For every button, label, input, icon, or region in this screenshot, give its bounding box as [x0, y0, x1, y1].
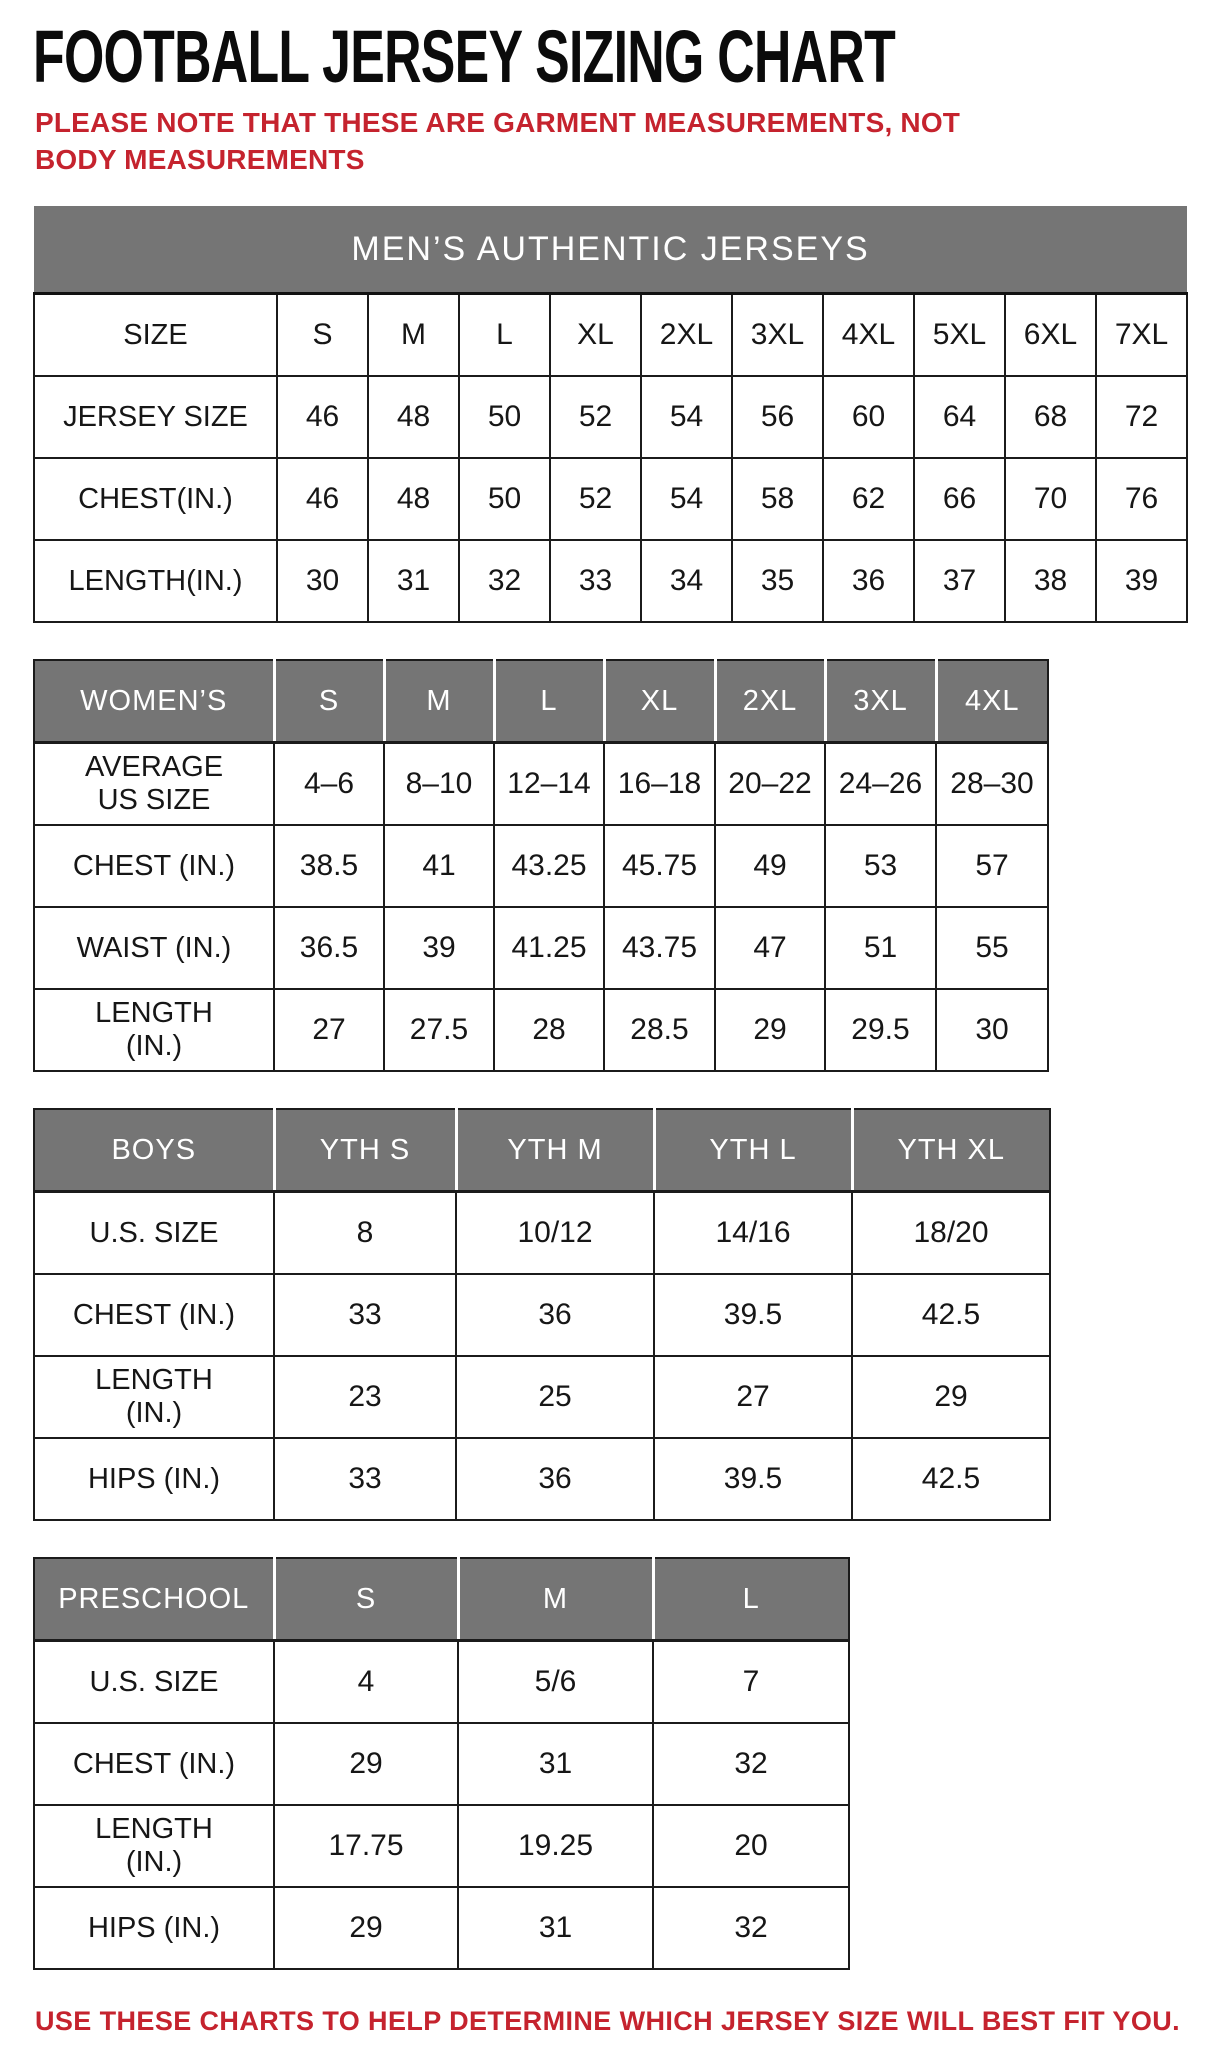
womens-value: 4–6 — [274, 743, 384, 826]
mens-value: 52 — [550, 376, 641, 458]
table-row — [34, 376, 1187, 458]
mens-value: 58 — [732, 458, 823, 540]
garment-measurement-note: PLEASE NOTE THAT THESE ARE GARMENT MEASUREMENTS, NOT BODY MEASUREMENTS — [35, 107, 961, 176]
tables-container — [33, 206, 1187, 1970]
mens-value: 48 — [368, 376, 459, 458]
boys-value: 29 — [852, 1356, 1050, 1438]
boys-value: 42.5 — [852, 1438, 1050, 1520]
table-row — [34, 1723, 849, 1805]
mens-value: 60 — [823, 376, 914, 458]
womens-value: 39 — [384, 907, 494, 989]
womens-value: 49 — [715, 825, 825, 907]
mens-col-header: M — [368, 294, 459, 377]
boys-value: 14/16 — [654, 1192, 852, 1275]
womens-value: 43.25 — [494, 825, 604, 907]
boys-value: 36 — [456, 1274, 654, 1356]
boys-row-label: CHEST (IN.) — [34, 1274, 274, 1356]
table-row — [34, 458, 1187, 540]
womens-value: 30 — [936, 989, 1048, 1071]
mens-value: 34 — [641, 540, 732, 622]
table-row — [34, 1274, 1050, 1356]
mens-table — [33, 206, 1188, 623]
mens-value: 37 — [914, 540, 1005, 622]
table-row — [34, 907, 1048, 989]
mens-value: 66 — [914, 458, 1005, 540]
womens-col-header: S — [274, 660, 384, 743]
womens-col-header: 3XL — [825, 660, 936, 743]
table-row — [34, 743, 1048, 826]
mens-value: 30 — [277, 540, 368, 622]
header-row — [34, 1109, 1050, 1192]
boys-value: 23 — [274, 1356, 456, 1438]
mens-col-header: 7XL — [1096, 294, 1187, 377]
womens-value: 29 — [715, 989, 825, 1071]
womens-value: 29.5 — [825, 989, 936, 1071]
womens-value: 53 — [825, 825, 936, 907]
header-row — [34, 660, 1048, 743]
mens-col-header: L — [459, 294, 550, 377]
mens-value: 33 — [550, 540, 641, 622]
womens-table — [33, 659, 1049, 1072]
womens-row-label: LENGTH (IN.) — [34, 989, 274, 1071]
womens-value: 28.5 — [604, 989, 715, 1071]
womens-value: 41.25 — [494, 907, 604, 989]
mens-row-label: JERSEY SIZE — [34, 376, 277, 458]
boys-value: 36 — [456, 1438, 654, 1520]
mens-value: 50 — [459, 376, 550, 458]
womens-value: 28–30 — [936, 743, 1048, 826]
womens-value: 27 — [274, 989, 384, 1071]
banner-row — [34, 206, 1187, 294]
preschool-value: 7 — [653, 1641, 849, 1724]
mens-value: 72 — [1096, 376, 1187, 458]
mens-value: 50 — [459, 458, 550, 540]
womens-value: 45.75 — [604, 825, 715, 907]
womens-col-header: L — [494, 660, 604, 743]
mens-value: 46 — [277, 376, 368, 458]
womens-value: 57 — [936, 825, 1048, 907]
preschool-col-header: PRESCHOOL — [34, 1558, 274, 1641]
womens-value: 38.5 — [274, 825, 384, 907]
womens-value: 20–22 — [715, 743, 825, 826]
table-row — [34, 1641, 849, 1724]
preschool-row-label: CHEST (IN.) — [34, 1723, 274, 1805]
mens-value: 31 — [368, 540, 459, 622]
womens-row-label: CHEST (IN.) — [34, 825, 274, 907]
page-title: FOOTBALL JERSEY SIZING CHART — [33, 15, 896, 98]
preschool-value: 32 — [653, 1887, 849, 1969]
boys-row-label: HIPS (IN.) — [34, 1438, 274, 1520]
boys-value: 39.5 — [654, 1438, 852, 1520]
table-row — [34, 1438, 1050, 1520]
mens-col-header: 4XL — [823, 294, 914, 377]
preschool-row-label: LENGTH (IN.) — [34, 1805, 274, 1887]
boys-value: 39.5 — [654, 1274, 852, 1356]
mens-value: 39 — [1096, 540, 1187, 622]
boys-col-header: YTH S — [274, 1109, 456, 1192]
preschool-value: 29 — [274, 1887, 458, 1969]
womens-row-label: WAIST (IN.) — [34, 907, 274, 989]
mens-banner: MEN’S AUTHENTIC JERSEYS — [34, 206, 1187, 294]
boys-col-header: YTH XL — [852, 1109, 1050, 1192]
womens-value: 43.75 — [604, 907, 715, 989]
womens-col-header: 2XL — [715, 660, 825, 743]
mens-value: 54 — [641, 376, 732, 458]
mens-value: 76 — [1096, 458, 1187, 540]
mens-value: 38 — [1005, 540, 1096, 622]
womens-value: 51 — [825, 907, 936, 989]
womens-col-header: XL — [604, 660, 715, 743]
table-row — [34, 1192, 1050, 1275]
header-row — [34, 1558, 849, 1641]
boys-value: 10/12 — [456, 1192, 654, 1275]
mens-value: 46 — [277, 458, 368, 540]
preschool-col-header: L — [653, 1558, 849, 1641]
womens-value: 36.5 — [274, 907, 384, 989]
boys-col-header: YTH L — [654, 1109, 852, 1192]
mens-col-header: XL — [550, 294, 641, 377]
preschool-value: 5/6 — [458, 1641, 653, 1724]
mens-value: 52 — [550, 458, 641, 540]
table-row — [34, 540, 1187, 622]
womens-value: 47 — [715, 907, 825, 989]
preschool-value: 4 — [274, 1641, 458, 1724]
preschool-table — [33, 1557, 850, 1970]
table-row — [34, 1805, 849, 1887]
mens-col-header: SIZE — [34, 294, 277, 377]
mens-value: 54 — [641, 458, 732, 540]
table-row — [34, 989, 1048, 1071]
mens-col-header: 6XL — [1005, 294, 1096, 377]
preschool-value: 19.25 — [458, 1805, 653, 1887]
preschool-value: 32 — [653, 1723, 849, 1805]
womens-value: 12–14 — [494, 743, 604, 826]
preschool-value: 17.75 — [274, 1805, 458, 1887]
mens-value: 32 — [459, 540, 550, 622]
table-row — [34, 1356, 1050, 1438]
womens-row-label: AVERAGE US SIZE — [34, 743, 274, 826]
womens-value: 41 — [384, 825, 494, 907]
boys-value: 8 — [274, 1192, 456, 1275]
preschool-value: 29 — [274, 1723, 458, 1805]
preschool-row-label: HIPS (IN.) — [34, 1887, 274, 1969]
mens-value: 70 — [1005, 458, 1096, 540]
header-row — [34, 294, 1187, 377]
preschool-col-header: S — [274, 1558, 458, 1641]
boys-value: 18/20 — [852, 1192, 1050, 1275]
womens-value: 8–10 — [384, 743, 494, 826]
boys-value: 27 — [654, 1356, 852, 1438]
mens-value: 35 — [732, 540, 823, 622]
preschool-value: 31 — [458, 1723, 653, 1805]
boys-row-label: LENGTH (IN.) — [34, 1356, 274, 1438]
mens-value: 62 — [823, 458, 914, 540]
preschool-value: 20 — [653, 1805, 849, 1887]
mens-value: 64 — [914, 376, 1005, 458]
boys-value: 33 — [274, 1274, 456, 1356]
womens-value: 16–18 — [604, 743, 715, 826]
mens-value: 36 — [823, 540, 914, 622]
boys-row-label: U.S. SIZE — [34, 1192, 274, 1275]
womens-col-header: 4XL — [936, 660, 1048, 743]
boys-value: 25 — [456, 1356, 654, 1438]
womens-value: 27.5 — [384, 989, 494, 1071]
mens-value: 68 — [1005, 376, 1096, 458]
footer-note: USE THESE CHARTS TO HELP DETERMINE WHICH JERSEY SIZE WILL BEST FIT YOU. — [35, 2006, 1181, 2037]
mens-col-header: 5XL — [914, 294, 1005, 377]
womens-col-header: M — [384, 660, 494, 743]
womens-value: 28 — [494, 989, 604, 1071]
preschool-value: 31 — [458, 1887, 653, 1969]
boys-value: 33 — [274, 1438, 456, 1520]
boys-table — [33, 1108, 1051, 1521]
preschool-col-header: M — [458, 1558, 653, 1641]
preschool-row-label: U.S. SIZE — [34, 1641, 274, 1724]
mens-col-header: 3XL — [732, 294, 823, 377]
mens-row-label: CHEST(IN.) — [34, 458, 277, 540]
table-row — [34, 825, 1048, 907]
mens-value: 56 — [732, 376, 823, 458]
mens-value: 48 — [368, 458, 459, 540]
boys-col-header: BOYS — [34, 1109, 274, 1192]
mens-col-header: 2XL — [641, 294, 732, 377]
mens-row-label: LENGTH(IN.) — [34, 540, 277, 622]
womens-value: 24–26 — [825, 743, 936, 826]
table-row — [34, 1887, 849, 1969]
boys-col-header: YTH M — [456, 1109, 654, 1192]
mens-col-header: S — [277, 294, 368, 377]
womens-col-header: WOMEN’S — [34, 660, 274, 743]
womens-value: 55 — [936, 907, 1048, 989]
boys-value: 42.5 — [852, 1274, 1050, 1356]
